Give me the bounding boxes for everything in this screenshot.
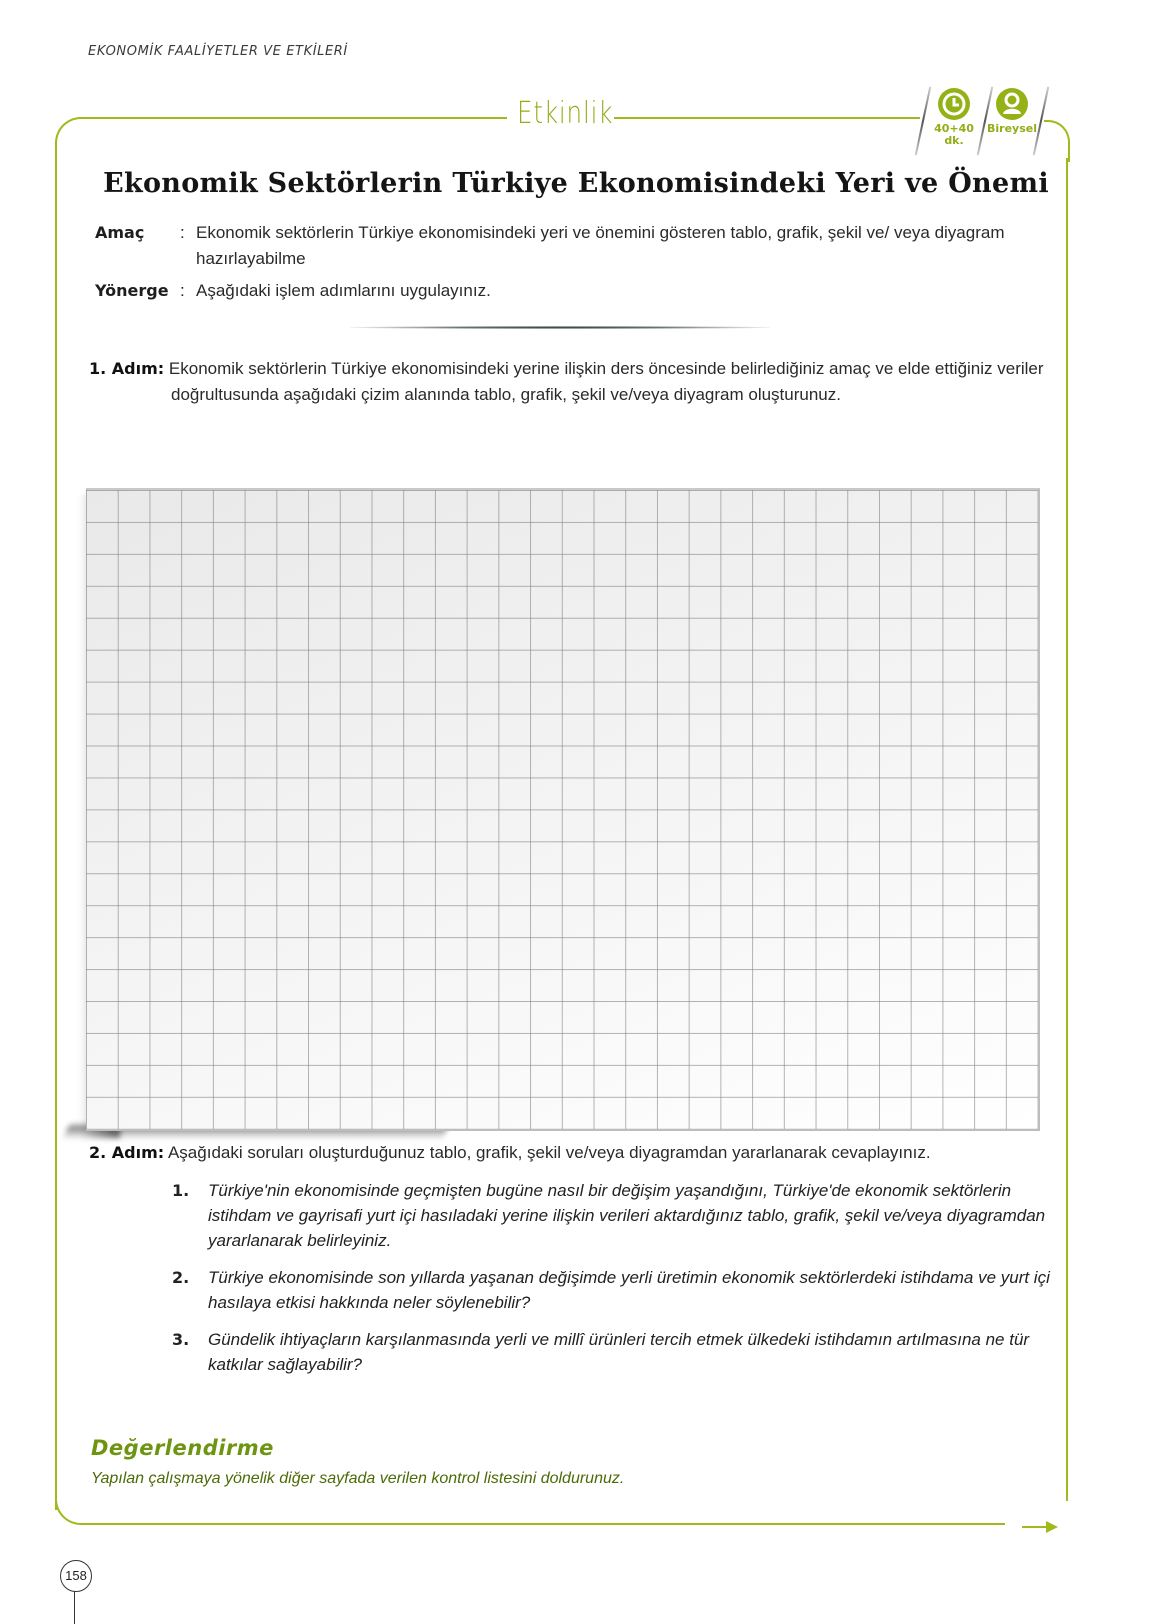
question-number: 2. <box>172 1268 190 1287</box>
section-separator <box>350 326 770 329</box>
directive-text: Aşağıdaki işlem adımlarını uygulayınız. <box>196 281 491 300</box>
step-2-label: 2. Adım: <box>89 1143 165 1162</box>
frame-border-right <box>1066 158 1068 1501</box>
question-text: Türkiye'nin ekonomisinde geçmişten bugüne nasıl bir değişim yaşandığını, Türkiye'de ekonomik sektörlerin istihdam ve gayrisafi yurt içi hasıladaki yerine ilişkin verileri aktardığınız tablo, grafik, şekil ve/veya diyagramdan yararlanarak belirleyiniz. <box>208 1181 1046 1250</box>
purpose-label: Amaç <box>95 223 145 242</box>
activity-title: Ekonomik Sektörlerin Türkiye Ekonomisindeki Yeri ve Önemi <box>103 168 1049 199</box>
question-number: 1. <box>172 1181 190 1200</box>
step-2-text: Aşağıdaki soruları oluşturduğunuz tablo, grafik, şekil ve/veya diyagramdan yararlanarak cevaplayınız. <box>167 1143 931 1162</box>
step-1 <box>89 356 1049 408</box>
drawing-grid-area[interactable] <box>86 488 1040 1131</box>
directive-separator: : <box>180 281 185 300</box>
purpose-separator: : <box>180 223 185 242</box>
evaluation-title: Değerlendirme <box>91 1436 274 1460</box>
duration-unit: dk. <box>944 134 964 147</box>
page-number: 158 <box>60 1560 92 1592</box>
step-1-label: 1. Adım: <box>89 359 165 378</box>
person-icon <box>996 88 1028 120</box>
mode-label: Bireysel <box>987 122 1037 135</box>
purpose-text: Ekonomik sektörlerin Türkiye ekonomisindeki yeri ve önemini gösteren tablo, grafik, şekil ve/ veya diyagram hazırlayabilme <box>196 223 1005 268</box>
next-page-arrow-icon <box>1022 1520 1058 1534</box>
question-text: Türkiye ekonomisinde son yıllarda yaşanan değişimde yerli üretimin ekonomik sektörlerdeki istihdama ve yurt içi hasılaya etkisi hakkında neler söylenebilir? <box>208 1268 1050 1312</box>
question-number: 3. <box>172 1330 190 1349</box>
directive-label: Yönerge <box>95 281 169 300</box>
question-item <box>172 1265 1052 1315</box>
question-text: Gündelik ihtiyaçların karşılanmasında yerli ve millî ürünleri tercih etmek ülkedeki istihdamın artılmasına ne tür katkılar sağlayabilir? <box>208 1330 1030 1374</box>
mode-badge <box>984 88 1040 135</box>
step-2 <box>89 1140 1069 1166</box>
activity-label: Etkinlik <box>517 96 614 131</box>
question-item <box>172 1327 1052 1377</box>
step-1-text: Ekonomik sektörlerin Türkiye ekonomisindeki yerine ilişkin ders öncesinde belirlediğiniz amaç ve elde ettiğiniz veriler doğrultusunda aşağıdaki çizim alanında tablo, grafik, şekil ve/veya diyagram oluşturunuz. <box>168 359 1044 404</box>
frame-border-top-right <box>1044 120 1070 162</box>
evaluation-text: Yapılan çalışmaya yönelik diğer sayfada verilen kontrol listesini doldurunuz. <box>91 1470 625 1487</box>
duration-value: 40+40 <box>934 122 974 135</box>
question-item <box>172 1178 1052 1253</box>
clock-icon <box>938 88 970 120</box>
frame-border-left <box>55 170 57 1510</box>
duration-badge <box>926 88 982 147</box>
question-list <box>172 1178 1052 1389</box>
frame-border-top <box>614 117 920 119</box>
running-head: EKONOMİK FAALİYETLER VE ETKİLERİ <box>88 44 348 59</box>
page-number-line <box>74 1591 75 1624</box>
